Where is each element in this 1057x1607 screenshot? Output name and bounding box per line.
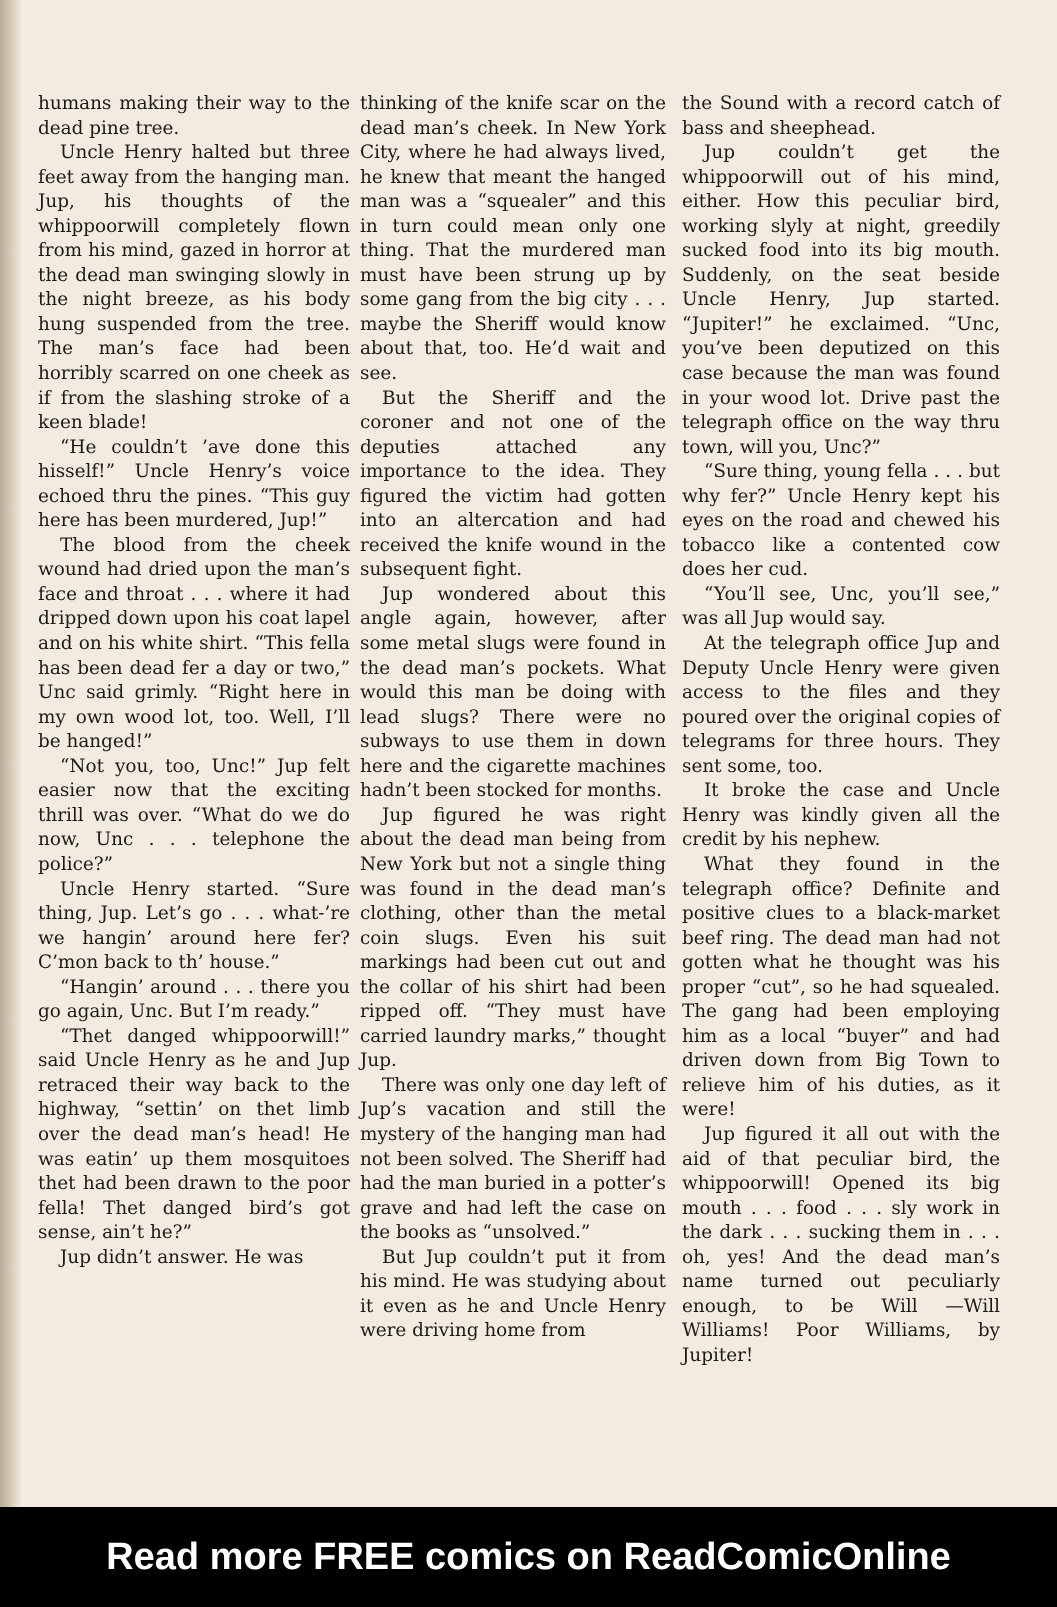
paragraph: At the telegraph office Jup and Deputy Uncle Henry were given access to the files and they poured over the original copies of telegrams for three hours. They sent some, too. xyxy=(682,633,1000,777)
paragraph: the Sound with a record catch of bass and sheephead. xyxy=(682,93,1000,139)
paragraph: Jup figured it all out with the aid of that peculiar bird, the whippoorwill! Opened its big mouth . . . food . . . sly work in the dark . . . sucking them in . . . oh, yes! And the dead man’s name turned out peculiarly enough, to be Will —Will Williams! Poor Williams, by Jupiter! xyxy=(682,1123,1000,1366)
paragraph: “Thet danged whippoorwill!” said Uncle Henry as he and Jup retraced their way back to the highway, “settin’ on thet limb over the dead man’s head! He was eatin’ up them mosquitoes thet had been drawn to the poor fella! Thet danged bird’s got sense, ain’t he?” xyxy=(38,1025,350,1244)
paragraph: Jup figured he was right about the dead man being from New York but not a single thing was found in the dead man’s clothing, other than the metal coin slugs. Even his suit markings had been cut out and the collar of his shirt had been ripped off. “They must have carried laundry marks,” thought Jup. xyxy=(360,804,666,1072)
paragraph: humans making their way to the dead pine tree. xyxy=(38,93,350,139)
paragraph: It broke the case and Uncle Henry was kindly given all the credit by his nephew. xyxy=(682,780,1000,851)
paragraph: “Hangin’ around . . . there you go again, Unc. But I’m ready.” xyxy=(38,976,350,1023)
promo-banner[interactable]: Read more FREE comics on ReadComicOnline xyxy=(0,1507,1057,1607)
paragraph: But Jup couldn’t put it from his mind. He was studying about it even as he and Uncle Henry were driving home from xyxy=(360,1246,666,1342)
text-column-2 xyxy=(360,92,666,1344)
paragraph: “Not you, too, Unc!” Jup felt easier now that the exciting thrill was over. “What do we do now, Unc . . . telephone the police?” xyxy=(38,755,350,875)
paragraph: “Sure thing, young fella . . . but why fer?” Uncle Henry kept his eyes on the road and chewed his tobacco like a contented cow does her cud. xyxy=(682,461,1000,581)
text-column-1 xyxy=(38,92,350,1270)
paragraph: Jup didn’t answer. He was xyxy=(60,1246,304,1268)
paragraph: thinking of the knife scar on the dead man’s cheek. In New York City, where he had always lived, he knew that meant the hanged man was a “squealer” and this in turn could mean only one thing. That the murdered man must have been strung up by some gang from the big city . . . maybe the Sheriff would know about that, too. He’d wait and see. xyxy=(360,93,666,385)
page-spine-shadow xyxy=(0,0,22,1507)
paragraph: There was only one day left of Jup’s vacation and still the mystery of the hanging man had not been solved. The Sheriff had had the man buried in a potter’s grave and had left the case on the books as “unsolved.” xyxy=(360,1074,666,1244)
text-column-3 xyxy=(682,92,1000,1368)
paragraph: What they found in the telegraph office? Definite and positive clues to a black-market beef ring. The dead man had not gotten what he thought was his proper “cut”, so he had squealed. The gang had been employing him as a local “buyer” and had driven down from Big Town to relieve him of his duties, as it were! xyxy=(682,853,1000,1121)
paragraph: But the Sheriff and the coroner and not one of the deputies attached any importance to the idea. They figured the victim had gotten into an altercation and had received the knife wound in the subsequent fight. xyxy=(360,387,666,581)
paragraph: “You’ll see, Unc, you’ll see,” was all Jup would say. xyxy=(682,583,1000,630)
paragraph: The blood from the cheek wound had dried upon the man’s face and throat . . . where it had dripped down upon his coat lapel and on his white shirt. “This fella has been dead fer a day or two,” Unc said grimly. “Right here in my own wood lot, too. Well, I’ll be hanged!” xyxy=(38,534,350,753)
paragraph: Jup couldn’t get the whippoorwill out of his mind, either. How this peculiar bird, working slyly at night, greedily sucked food into its big mouth. Suddenly, on the seat beside Uncle Henry, Jup started. “Jupiter!” he exclaimed. “Unc, you’ve been deputized on this case because the man was found in your wood lot. Drive past the telegraph office on the way thru town, will you, Unc?” xyxy=(682,142,1000,458)
paragraph: Uncle Henry started. “Sure thing, Jup. Let’s go . . . what-’re we hangin’ around here fer? C’mon back to th’ house.” xyxy=(38,878,350,974)
paragraph: “He couldn’t ’ave done this hisself!” Uncle Henry’s voice echoed thru the pines. “This guy here has been murdered, Jup!” xyxy=(38,436,350,532)
paragraph: Jup wondered about this angle again, however, after some metal slugs were found in the dead man’s pockets. What would this man be doing with lead slugs? There were no subways to use them in down here and the cigarette machines hadn’t been stocked for months. xyxy=(360,583,666,802)
paragraph: Uncle Henry halted but three feet away from the hanging man. Jup, his thoughts of the whippoorwill completely flown from his mind, gazed in horror at the dead man swinging slowly in the night breeze, as his body hung suspended from the tree. The man’s face had been horribly scarred on one cheek as if from the slashing stroke of a keen blade! xyxy=(38,142,350,434)
